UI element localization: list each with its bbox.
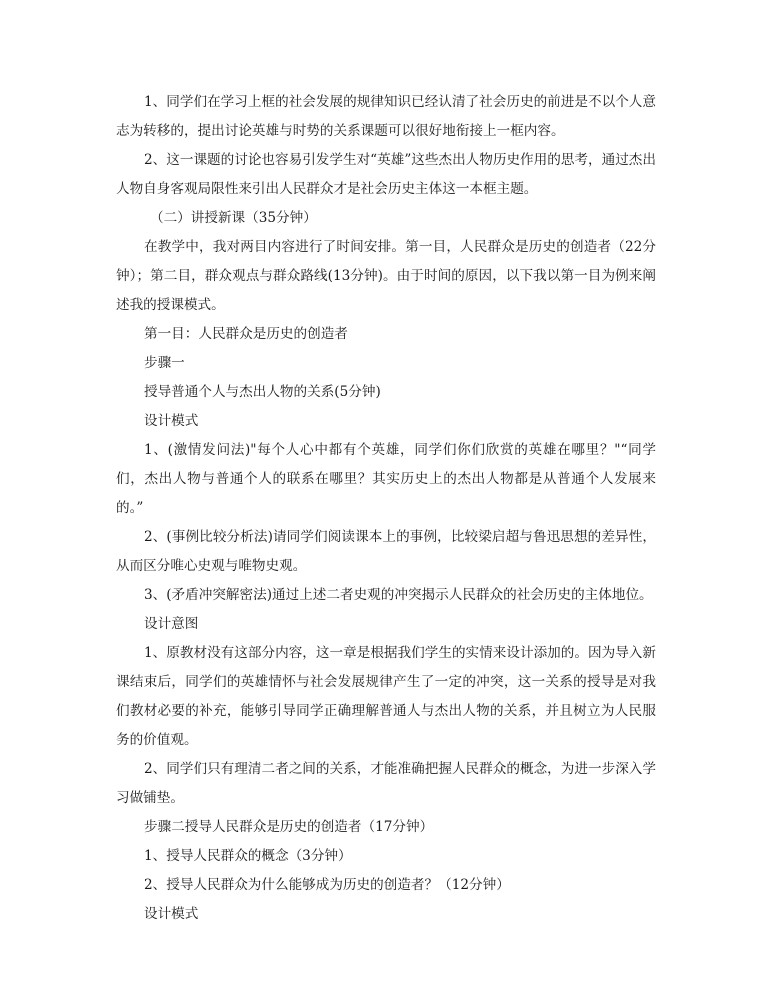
paragraph-lead-in-reason-1: 1、同学们在学习上框的社会发展的规律知识已经认清了社会历史的前进是不以个人意志为转移的，提出讨论英雄与时势的关系课题可以很好地衔接上一框内容。	[116, 94, 656, 139]
design-mode-heading-2: 设计模式	[144, 906, 199, 922]
design-mode-item-3: 3、(矛盾冲突解密法)通过上述二者史观的冲突揭示人民群众的社会历史的主体地位。	[144, 587, 653, 603]
design-mode-heading: 设计模式	[144, 413, 199, 429]
design-mode-item-2: 2、(事例比较分析法)请同学们阅读课本上的事例，比较梁启超与鲁迅思想的差异性，从而区分唯心史观与唯物史观。	[116, 529, 656, 574]
step-two-item-1: 1、授导人民群众的概念（3分钟）	[144, 848, 352, 864]
paragraph-time-arrangement: 在教学中，我对两目内容进行了时间安排。第一目，人民群众是历史的创造者（22分钟）；第二目，群众观点与群众路线(13分钟)。由于时间的原因，以下我以第一目为例来阐述我的授课模式。	[116, 239, 656, 313]
design-intent-heading: 设计意图	[144, 616, 199, 632]
design-mode-item-1: 1、(激情发问法)"每个人心中都有个英雄，同学们你们欣赏的英雄在哪里？"“同学们，杰出人物与普通个人的联系在哪里？其实历史上的杰出人物都是从普通个人发展来的。”	[116, 442, 656, 516]
document-body	[116, 88, 656, 929]
design-intent-item-2: 2、同学们只有理清二者之间的关系，才能准确把握人民群众的概念，为进一步深入学习做铺垫。	[116, 761, 656, 806]
step-one-title: 授导普通个人与杰出人物的关系(5分钟)	[144, 384, 381, 400]
subsection-heading-first-item: 第一目：人民群众是历史的创造者	[144, 326, 348, 342]
step-one-label: 步骤一	[144, 355, 185, 371]
section-heading-new-lesson: （二）讲授新课（35分钟）	[150, 210, 317, 226]
design-intent-item-1: 1、原教材没有这部分内容，这一章是根据我们学生的实情来设计添加的。因为导入新课结束后，同学们的英雄情怀与社会发展规律产生了一定的冲突，这一关系的授导是对我们教材必要的补充，能够引导同学正确理解普通人与杰出人物的关系，并且树立为人民服务的价值观。	[116, 645, 656, 748]
paragraph-lead-in-reason-2: 2、这一课题的讨论也容易引发学生对“英雄”这些杰出人物历史作用的思考，通过杰出人物自身客观局限性来引出人民群众才是社会历史主体这一本框主题。	[116, 152, 656, 197]
step-two-title: 步骤二授导人民群众是历史的创造者（17分钟）	[144, 819, 434, 835]
step-two-item-2: 2、授导人民群众为什么能够成为历史的创造者？（12分钟）	[144, 877, 510, 893]
